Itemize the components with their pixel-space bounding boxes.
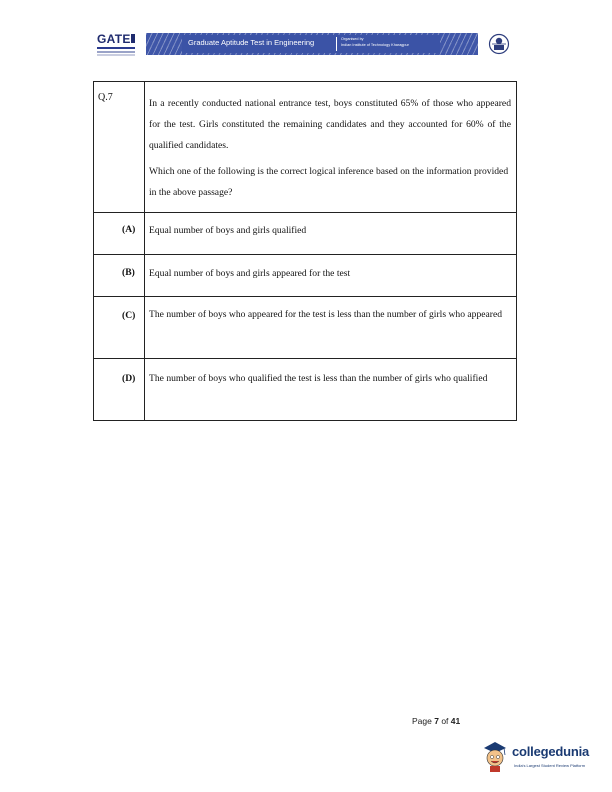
- option-b-label: (B): [122, 267, 135, 278]
- brand-name: collegedunia: [512, 744, 590, 759]
- gate-logo-text: GATE: [97, 32, 131, 46]
- collegedunia-mascot-icon: [482, 740, 508, 774]
- question-number: Q.7: [98, 92, 113, 103]
- page-number: Page 7 of 41: [412, 716, 461, 726]
- gate-logo: [97, 32, 141, 58]
- option-d-label: (D): [122, 373, 136, 384]
- question-table: [93, 81, 517, 421]
- iit-emblem-icon: [488, 33, 510, 55]
- page-total: 41: [450, 716, 461, 726]
- question-prompt: Which one of the following is the correct logical inference based on the information provided in the above passage?: [149, 166, 509, 198]
- organiser-name: Indian Institute of Technology Kharagpur: [341, 43, 409, 47]
- option-c-text: The number of boys who appeared for the test is less than the number of girls who appeared: [149, 309, 503, 320]
- page-current: 7: [434, 716, 439, 726]
- option-d-text: The number of boys who qualified the test is less than the number of girls who qualified: [149, 373, 488, 384]
- brand-tagline: India's Largest Student Review Platform: [514, 763, 586, 768]
- organiser-block: [341, 36, 409, 48]
- organised-by-label: Organised by: [341, 37, 364, 41]
- option-c-label: (C): [122, 310, 136, 321]
- option-a-text: Equal number of boys and girls qualified: [149, 225, 307, 236]
- option-b-text: Equal number of boys and girls appeared for the test: [149, 268, 351, 279]
- question-stem: In a recently conducted national entrance test, boys constituted 65% of those who appeared for the test. Girls constituted the remaining candidates and they accounted for 60% of the qualified candidates.: [149, 98, 511, 151]
- option-a-label: (A): [122, 224, 136, 235]
- banner-title: Graduate Aptitude Test in Engineering: [188, 38, 315, 47]
- header-banner: [146, 33, 478, 55]
